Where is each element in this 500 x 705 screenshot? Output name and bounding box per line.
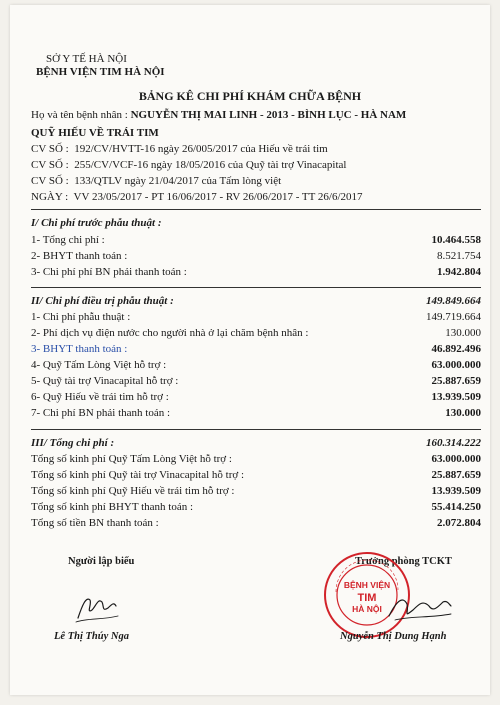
row-value: 10.464.558 — [431, 234, 481, 246]
preparer-title: Người lập biểu — [68, 556, 135, 567]
section3-row — [31, 485, 481, 500]
section2-title: II/ Chi phí điều trị phẫu thuật : — [31, 295, 174, 307]
stamp-line-3: HÀ NỘI — [352, 604, 382, 614]
section3-row — [31, 501, 481, 516]
row-value: 1.942.804 — [437, 266, 481, 278]
row-label: 1- Tổng chi phí : — [31, 234, 105, 246]
section2-row — [31, 375, 481, 390]
document-page — [10, 5, 490, 695]
row-label: 3- Chi phí phí BN phải thanh toán : — [31, 266, 187, 278]
row-label: 1- Chi phí phẫu thuật : — [31, 311, 131, 323]
row-value: 2.072.804 — [437, 517, 481, 529]
patient-line — [31, 109, 406, 121]
ref-value: 133/QTLV ngày 21/04/2017 của Tấm lòng việt — [74, 175, 282, 187]
divider — [31, 287, 481, 288]
date-label: NGÀY : — [31, 191, 69, 203]
row-value: 130.000 — [445, 407, 481, 419]
date-line — [31, 191, 363, 203]
ref-label: CV SỐ : — [31, 175, 69, 187]
row-label: 6- Quỹ Hiếu về trái tim hỗ trợ : — [31, 391, 169, 403]
approver-title: Trưởng phòng TCKT — [355, 556, 452, 567]
ref-line-3 — [31, 175, 281, 187]
row-value: 130.000 — [445, 327, 481, 339]
section3-header — [31, 437, 481, 452]
row-label: Tổng số kinh phí BHYT thanh toán : — [31, 501, 194, 513]
section3-row — [31, 517, 481, 532]
row-value: 8.521.754 — [437, 250, 481, 262]
section3-total: 160.314.222 — [426, 437, 481, 449]
preparer-name: Lê Thị Thúy Nga — [54, 631, 129, 642]
row-label: Tổng số kinh phí Quỹ Hiếu về trái tim hỗ trợ : — [31, 485, 235, 497]
row-value: 55.414.250 — [431, 501, 481, 513]
patient-value: NGUYỄN THỊ MAI LINH - 2013 - BÌNH LỤC - HÀ NAM — [130, 109, 407, 121]
section2-row — [31, 391, 481, 406]
section2-row — [31, 359, 481, 374]
section3-title: III/ Tổng chi phí : — [31, 437, 115, 449]
section1-row — [31, 234, 481, 249]
ref-value: 192/CV/HVTT-16 ngày 26/005/2017 của Hiếu về trái tim — [74, 143, 328, 155]
row-value: 25.887.659 — [431, 469, 481, 481]
stamp-line-1: BỆNH VIỆN — [343, 580, 391, 590]
patient-label: Họ và tên bệnh nhân : — [31, 109, 128, 121]
row-value: 13.939.509 — [431, 485, 481, 497]
section2-total: 149.849.664 — [426, 295, 481, 307]
ref-label: CV SỐ : — [31, 143, 69, 155]
divider — [31, 429, 481, 430]
ref-line-1 — [31, 143, 328, 155]
approver-signature-icon — [385, 590, 455, 626]
section3-row — [31, 453, 481, 468]
stamp-line-2: TIM — [357, 592, 377, 604]
document-title: BẢNG KÊ CHI PHÍ KHÁM CHỮA BỆNH — [138, 89, 362, 103]
row-label: 7- Chi phí BN phải thanh toán : — [31, 407, 171, 419]
row-label: 4- Quỹ Tấm Lòng Việt hỗ trợ : — [31, 359, 167, 371]
ref-value: 255/CV/VCF-16 ngày 18/05/2016 của Quỹ tài trợ Vinacapital — [74, 159, 347, 171]
row-label: 2- BHYT thanh toán : — [31, 250, 128, 262]
section2-row — [31, 311, 481, 326]
row-value: 149.719.664 — [426, 311, 481, 323]
row-value: 63.000.000 — [431, 359, 481, 371]
section2-row — [31, 407, 481, 422]
fund-name: QUỸ HIẾU VỀ TRÁI TIM — [31, 127, 159, 139]
section1-title: I/ Chi phí trước phẫu thuật : — [31, 217, 162, 229]
row-label: 2- Phí dịch vụ điện nước cho người nhà ở lại chăm bệnh nhân : — [31, 327, 309, 339]
section1-row — [31, 250, 481, 265]
section2-header — [31, 295, 481, 310]
ref-line-2 — [31, 159, 346, 171]
section2-row — [31, 327, 481, 342]
date-value: VV 23/05/2017 - PT 16/06/2017 - RV 26/06/2017 - TT 26/6/2017 — [73, 191, 363, 203]
ref-label: CV SỐ : — [31, 159, 69, 171]
ministry-name: SỞ Y TẾ HÀ NỘI — [46, 53, 127, 65]
row-label: Tổng số kinh phí Quỹ Tấm Lòng Việt hỗ trợ : — [31, 453, 232, 465]
row-label: 3- BHYT thanh toán : — [31, 343, 128, 355]
approver-name: Nguyễn Thị Dung Hạnh — [340, 631, 447, 642]
section3-row — [31, 469, 481, 484]
row-value: 46.892.496 — [431, 343, 481, 355]
hospital-name: BỆNH VIỆN TIM HÀ NỘI — [36, 66, 165, 78]
row-value: 63.000.000 — [431, 453, 481, 465]
row-label: 5- Quỹ tài trợ Vinacapital hỗ trợ : — [31, 375, 179, 387]
row-label: Tổng số tiền BN thanh toán : — [31, 517, 159, 529]
divider — [31, 209, 481, 210]
preparer-signature-icon — [72, 588, 122, 626]
section2-row — [31, 343, 481, 358]
section1-row — [31, 266, 481, 281]
row-label: Tổng số kinh phí Quỹ tài trợ Vinacapital hỗ trợ : — [31, 469, 245, 481]
row-value: 25.887.659 — [431, 375, 481, 387]
row-value: 13.939.509 — [431, 391, 481, 403]
